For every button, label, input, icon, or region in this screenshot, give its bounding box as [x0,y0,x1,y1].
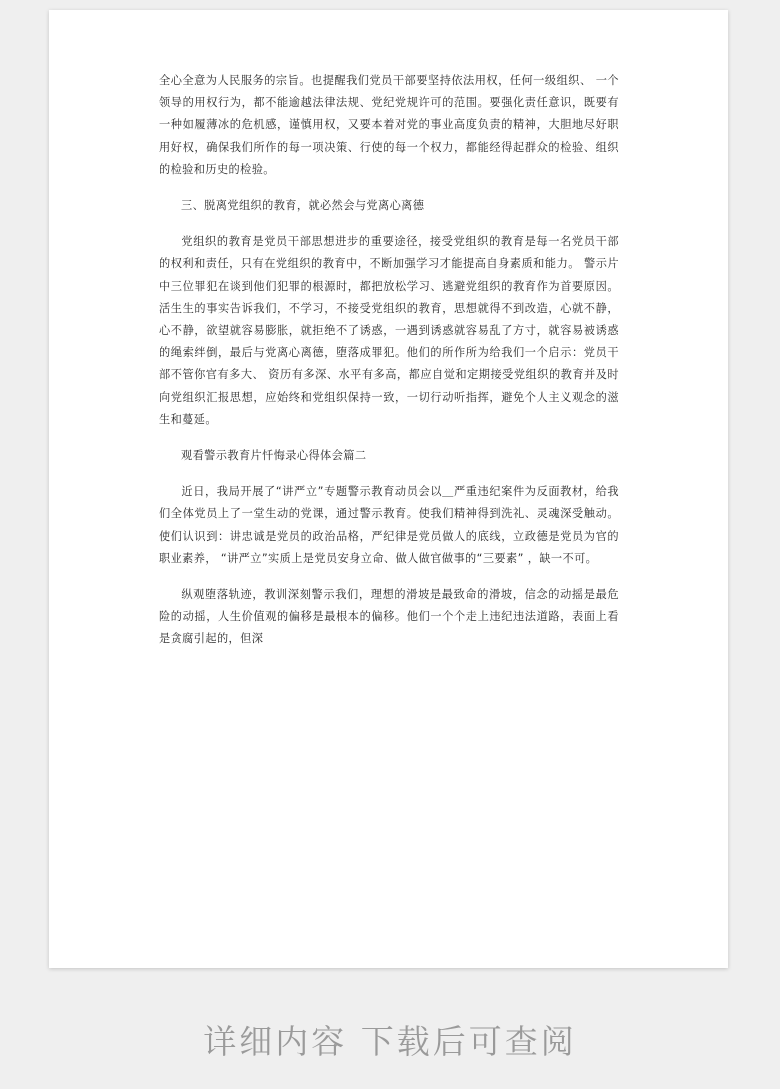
section-heading-3: 三、脱离党组织的教育，就必然会与党离心离德 [181,199,425,213]
paragraph-1: 全心全意为人民服务的宗旨。也提醒我们党员干部要坚持依法用权，任何一级组织、 一个领导的用权行为，都不能逾越法律法规、党纪党规许可的范围。要强化责任意识，既要有一种如履薄冰的危机感，谨慎用权，又要本着对党的事业高度负责的精神，大胆地尽好职用好权，确保我们所作的每一项决策、行使的每一个权力，都能经得起群众的检验、组织的检验和历史的检验。 [159,74,619,176]
document-body [159,70,619,665]
paragraph-3: 近日，我局开展了“讲严立”专题警示教育动员会以＿严重违纪案件为反面教材，给我们全体党员上了一堂生动的党课，通过警示教育。使我们精神得到洗礼、灵魂深受触动。使们认识到：讲忠诚是党员的政治品格，严纪律是党员做人的底线，立政德是党员为官的职业素养， “讲严立”实质上是党员安身立命、做人做官做事的“三要素” ，缺一不可。 [159,485,619,565]
paragraph-2: 党组织的教育是党员干部思想进步的重要途径，接受党组织的教育是每一名党员干部的权利和责任，只有在党组织的教育中，不断加强学习才能提高自身素质和能力。 警示片中三位罪犯在谈到他们犯罪的根源时，都把放松学习、逃避党组织的教育作为首要原因。活生生的事实告诉我们，不学习，不接受党组织的教育，思想就得不到改造，心就不静，心不静，欲望就容易膨胀，就拒绝不了诱惑，一遇到诱惑就容易乱了方寸，就容易被诱惑的绳索绊倒，最后与党离心离德，堕落成罪犯。他们的所作所为给我们一个启示：党员干部不管你官有多大、 资历有多深、水平有多高，都应自觉和定期接受党组织的教育并及时向党组织汇报思想，应始终和党组织保持一致，一切行动听指挥，避免个人主义观念的滋生和蔓延。 [159,235,619,426]
document-page [49,10,728,968]
download-hint-text: 详细内容 下载后可查阅 [203,1022,577,1061]
article-2-title: 观看警示教育片忏悔录心得体会篇二 [181,449,367,463]
paragraph-4: 纵观堕落轨迹，教训深刻警示我们，理想的滑坡是最致命的滑坡，信念的动摇是最危险的动摇，人生价值观的偏移是最根本的偏移。他们一个个走上违纪违法道路，表面上看是贪腐引起的，但深 [159,588,619,646]
